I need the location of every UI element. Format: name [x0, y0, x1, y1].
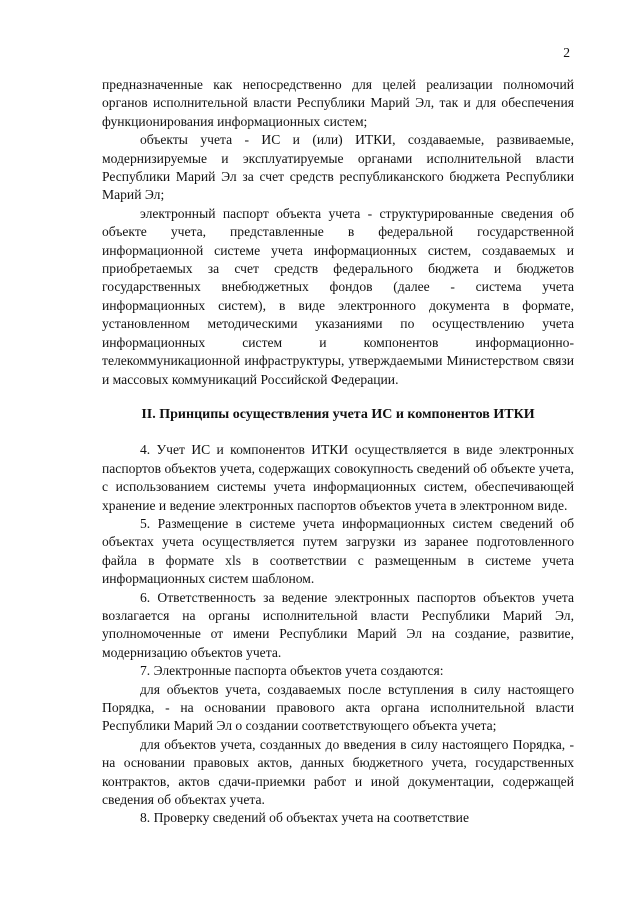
section-heading: II. Принципы осуществления учета ИС и компонентов ИТКИ [141, 406, 535, 422]
paragraph: для объектов учета, созданных до введения в силу настоящего Порядка, - на основании правовых актов, данных бюджетного учета, государственных контрактов, актов сдачи-приемки работ и иной документации, содержащей сведения об объектах учета. [102, 736, 574, 808]
paragraph: 8. Проверку сведений об объектах учета на соответствие [140, 810, 469, 826]
paragraph: объекты учета - ИС и (или) ИТКИ, создаваемые, развиваемые, модернизируемые и эксплуатируемые органами исполнительной власти Республики Марий Эл за счет средств республиканского бюджета Республики Марий Эл; [102, 132, 574, 203]
document-body [102, 76, 574, 828]
paragraph: 4. Учет ИС и компонентов ИТКИ осуществляется в виде электронных паспортов объектов учета, содержащих совокупность сведений об объекте учета, с использованием системы учета информационных систем, обеспечивающей хранение и ведение электронных паспортов объектов учета в электронном виде. [102, 442, 574, 513]
paragraph: для объектов учета, создаваемых после вступления в силу настоящего Порядка, - на основании правового акта органа исполнительной власти Республики Марий Эл о создании соответствующего объекта учета; [102, 681, 574, 734]
paragraph: электронный паспорт объекта учета - структурированные сведения об объекте учета, представленные в федеральной государственной информационной системе учета информационных систем, создаваемых и приобретаемых за счет средств федерального бюджета и бюджетов государственных внебюджетных фондов (далее - система учета информационных систем), в виде электронного документа в формате, установленном методическими указаниями по осуществлению учета информационных систем и компонентов информационно-телекоммуникационной инфраструктуры, утверждаемыми Министерством связи и массовых коммуникаций Российской Федерации. [102, 205, 574, 387]
paragraphs-after-heading [102, 441, 574, 828]
paragraph: предназначенные как непосредственно для целей реализации полномочий органов исполнительной власти Республики Марий Эл, так и для обеспечения функционирования информационных систем; [102, 77, 574, 129]
page-number: 2 [563, 45, 570, 60]
paragraphs-before-heading [102, 76, 574, 389]
paragraph: 7. Электронные паспорта объектов учета создаются: [140, 663, 444, 679]
paragraph: 5. Размещение в системе учета информационных систем сведений об объектах учета осуществляется путем загрузки из заранее подготовленного файла в формате xls в соответствии с размещенным в системе учета информационных систем шаблоном. [102, 515, 574, 587]
paragraph: 6. Ответственность за ведение электронных паспортов объектов учета возлагается на органы исполнительной власти Республики Марий Эл, уполномоченные от имени Республики Марий Эл на создание, развитие, модернизацию объектов учета. [102, 589, 574, 660]
